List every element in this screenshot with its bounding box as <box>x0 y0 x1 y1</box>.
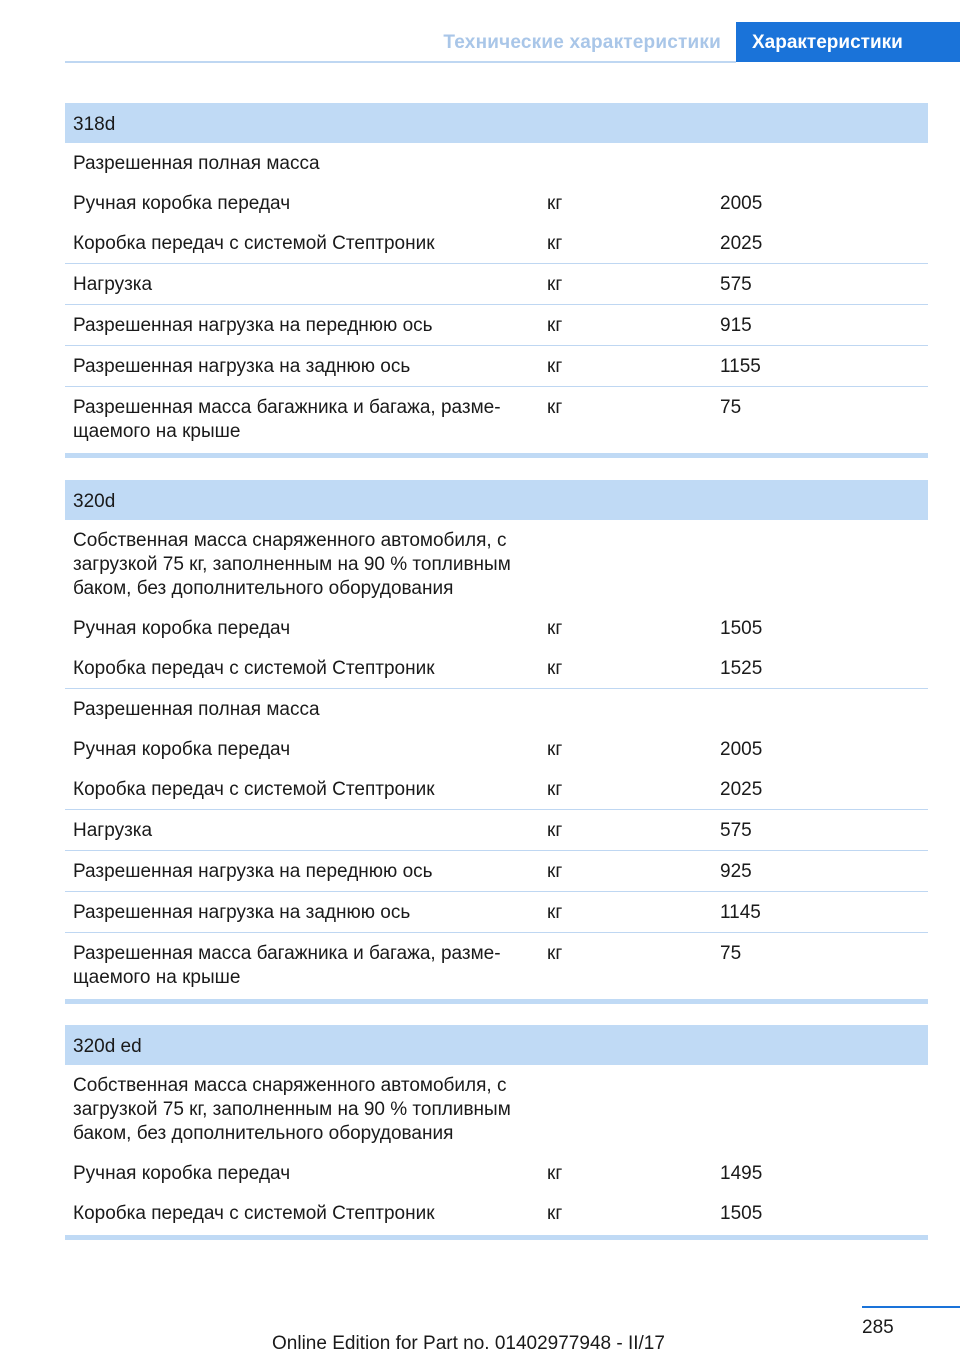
spec-row <box>65 263 928 304</box>
spec-table-320d <box>65 480 928 1004</box>
page-number: 285 <box>862 1317 894 1338</box>
spec-row <box>65 1193 928 1233</box>
spec-row <box>65 304 928 345</box>
spec-table-title: 320d <box>65 480 928 520</box>
spec-table-title: 318d <box>65 103 928 143</box>
spec-rows <box>65 520 928 997</box>
spec-row <box>65 769 928 809</box>
spec-label: Разрешенная нагрузка на переднюю ось <box>73 861 433 882</box>
spec-value: 1505 <box>720 618 763 639</box>
spec-row <box>65 688 928 729</box>
spec-value: 925 <box>720 861 752 882</box>
spec-row <box>65 345 928 386</box>
spec-unit: кг <box>547 739 563 760</box>
spec-unit: кг <box>547 356 563 377</box>
spec-label: Коробка передач с системой Стептроник <box>73 1203 435 1224</box>
spec-row <box>65 386 928 451</box>
spec-label: Разрешенная нагрузка на заднюю ось <box>73 356 411 377</box>
spec-value: 575 <box>720 820 752 841</box>
spec-row <box>65 183 928 223</box>
spec-unit: кг <box>547 779 563 800</box>
spec-label: Ручная коробка передач <box>73 618 291 639</box>
spec-label: Нагрузка <box>73 820 153 841</box>
spec-table-end <box>65 1235 928 1240</box>
spec-value: 75 <box>720 397 742 418</box>
spec-label: Коробка передач с системой Стептроник <box>73 658 435 679</box>
edition-note: Online Edition for Part no. 01402977948 - II/17 <box>272 1333 665 1354</box>
spec-unit: кг <box>547 943 563 964</box>
spec-unit: кг <box>547 315 563 336</box>
spec-unit: кг <box>547 193 563 214</box>
spec-unit: кг <box>547 902 563 923</box>
spec-unit: кг <box>547 274 563 295</box>
spec-label: Коробка передач с системой Стептроник <box>73 233 435 254</box>
chapter-tab[interactable]: Характеристики <box>736 22 960 62</box>
spec-label: Коробка передач с системой Стептроник <box>73 779 435 800</box>
spec-value: 1525 <box>720 658 763 679</box>
spec-row <box>65 648 928 688</box>
spec-value: 1495 <box>720 1163 763 1184</box>
spec-value: 915 <box>720 315 752 336</box>
spec-label: Разрешенная масса багажника и багажа, разме- щаемого на крыше <box>73 943 501 988</box>
footer-divider <box>862 1306 960 1308</box>
spec-table-320d-ed <box>65 1025 928 1240</box>
spec-label: Ручная коробка передач <box>73 193 291 214</box>
spec-label: Собственная масса снаряженного автомобиля, с загрузкой 75 кг, заполненным на 90 % топливным баком, без дополнительного оборудования <box>73 1075 511 1144</box>
spec-value: 75 <box>720 943 742 964</box>
spec-unit: кг <box>547 618 563 639</box>
spec-value: 2025 <box>720 233 763 254</box>
spec-row <box>65 143 928 183</box>
spec-unit: кг <box>547 861 563 882</box>
spec-table-end <box>65 999 928 1004</box>
spec-row <box>65 1065 928 1153</box>
spec-label: Собственная масса снаряженного автомобиля, с загрузкой 75 кг, заполненным на 90 % топливным баком, без дополнительного оборудования <box>73 530 511 599</box>
spec-label: Разрешенная полная масса <box>73 153 320 174</box>
spec-row <box>65 809 928 850</box>
spec-table-title: 320d ed <box>65 1025 928 1065</box>
spec-unit: кг <box>547 397 563 418</box>
page-header <box>65 22 960 62</box>
spec-label: Разрешенная масса багажника и багажа, разме- щаемого на крыше <box>73 397 501 442</box>
spec-label: Ручная коробка передач <box>73 739 291 760</box>
spec-table-end <box>65 453 928 458</box>
spec-label: Ручная коробка передач <box>73 1163 291 1184</box>
spec-rows <box>65 1065 928 1233</box>
spec-row <box>65 891 928 932</box>
spec-row <box>65 608 928 648</box>
spec-unit: кг <box>547 658 563 679</box>
spec-label: Разрешенная полная масса <box>73 699 320 720</box>
spec-value: 1505 <box>720 1203 763 1224</box>
spec-value: 575 <box>720 274 752 295</box>
spec-label: Разрешенная нагрузка на заднюю ось <box>73 902 411 923</box>
spec-row <box>65 932 928 997</box>
spec-unit: кг <box>547 1203 563 1224</box>
spec-label: Нагрузка <box>73 274 153 295</box>
spec-rows <box>65 143 928 451</box>
spec-row <box>65 729 928 769</box>
spec-row <box>65 223 928 263</box>
spec-value: 1155 <box>720 356 761 377</box>
spec-unit: кг <box>547 820 563 841</box>
spec-label: Разрешенная нагрузка на переднюю ось <box>73 315 433 336</box>
spec-value: 2005 <box>720 739 763 760</box>
spec-value: 2005 <box>720 193 763 214</box>
section-breadcrumb[interactable]: Технические характеристики <box>443 32 721 53</box>
spec-value: 2025 <box>720 779 763 800</box>
header-divider <box>65 61 736 63</box>
spec-unit: кг <box>547 1163 563 1184</box>
spec-row <box>65 520 928 608</box>
spec-row <box>65 1153 928 1193</box>
spec-table-318d <box>65 103 928 458</box>
spec-value: 1145 <box>720 902 761 923</box>
spec-row <box>65 850 928 891</box>
spec-unit: кг <box>547 233 563 254</box>
